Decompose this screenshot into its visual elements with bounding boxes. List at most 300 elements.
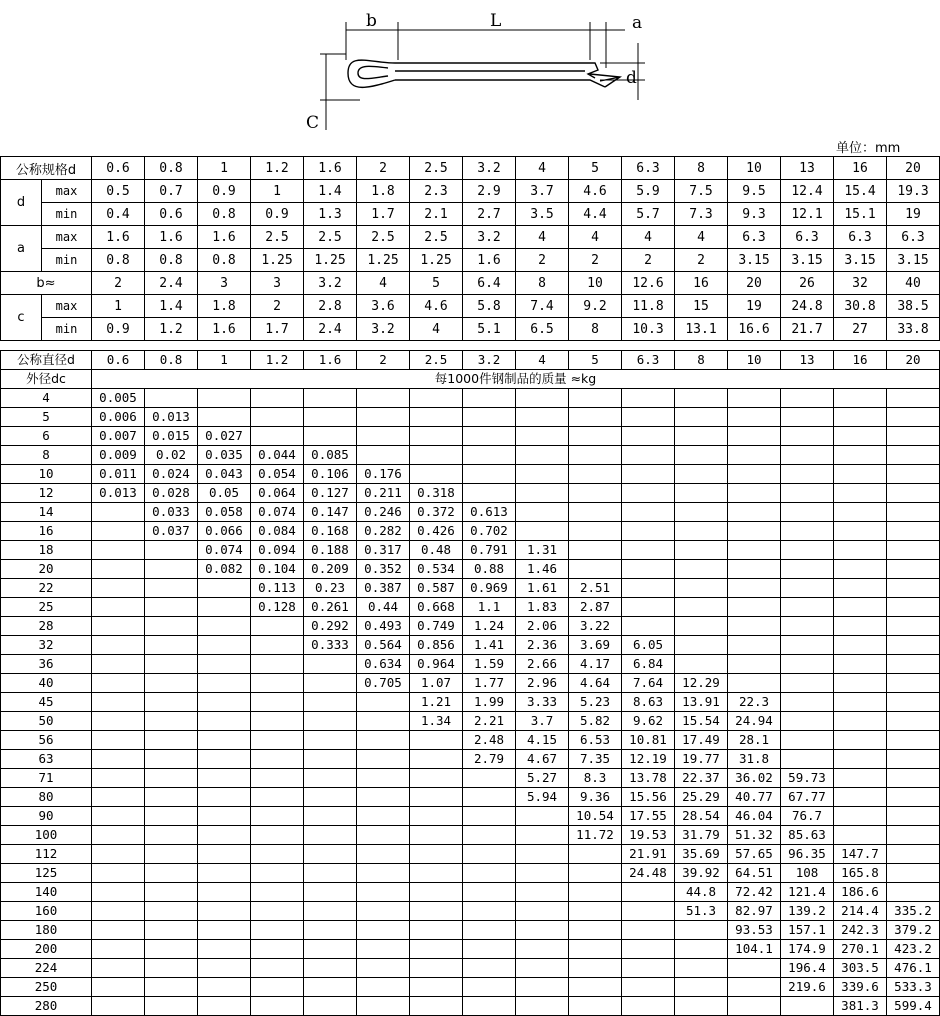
mass-cell-empty bbox=[675, 503, 728, 522]
mass-cell-empty bbox=[887, 617, 940, 636]
mass-cell-empty bbox=[251, 655, 304, 674]
dims-label-b: b≈ bbox=[1, 272, 92, 295]
mass-cell-empty bbox=[781, 693, 834, 712]
mass-cell-empty bbox=[728, 617, 781, 636]
mass-row bbox=[1, 674, 940, 693]
mass-cell-empty bbox=[675, 465, 728, 484]
mass-cell-empty bbox=[145, 560, 198, 579]
mass-cell: 0.033 bbox=[145, 503, 198, 522]
mass-cell-empty bbox=[357, 978, 410, 997]
mass-cell: 0.246 bbox=[357, 503, 410, 522]
mass-cell-empty bbox=[92, 503, 145, 522]
mass-size-2: 1 bbox=[198, 351, 251, 370]
dims-label-a: a bbox=[1, 226, 42, 272]
mass-row bbox=[1, 845, 940, 864]
mass-cell-empty bbox=[357, 788, 410, 807]
mass-cell: 0.44 bbox=[357, 598, 410, 617]
dims-d_min-14: 15.1 bbox=[834, 203, 887, 226]
dims-d_max-0: 0.5 bbox=[92, 180, 145, 203]
dims-a_min-8: 2 bbox=[516, 249, 569, 272]
mass-cell-empty bbox=[251, 845, 304, 864]
dims-a_max-8: 4 bbox=[516, 226, 569, 249]
dims-b-10: 12.6 bbox=[622, 272, 675, 295]
mass-cell-empty bbox=[92, 750, 145, 769]
mass-row bbox=[1, 902, 940, 921]
mass-cell-empty bbox=[251, 902, 304, 921]
mass-cell-empty bbox=[781, 598, 834, 617]
mass-cell: 0.127 bbox=[304, 484, 357, 503]
mass-cell-empty bbox=[781, 465, 834, 484]
dims-d_min-9: 4.4 bbox=[569, 203, 622, 226]
mass-cell-empty bbox=[887, 731, 940, 750]
mass-cell-empty bbox=[304, 883, 357, 902]
dims-b-2: 3 bbox=[198, 272, 251, 295]
mass-cell-empty bbox=[357, 750, 410, 769]
mass-cell: 1.59 bbox=[463, 655, 516, 674]
dims-a_max-6: 2.5 bbox=[410, 226, 463, 249]
mass-cell: 46.04 bbox=[728, 807, 781, 826]
mass-cell-empty bbox=[781, 712, 834, 731]
mass-cell-empty bbox=[887, 712, 940, 731]
dims-a_max-14: 6.3 bbox=[834, 226, 887, 249]
mass-cell-empty bbox=[675, 560, 728, 579]
mass-cell-empty bbox=[887, 427, 940, 446]
mass-cell: 1.83 bbox=[516, 598, 569, 617]
mass-cell-empty bbox=[463, 997, 516, 1016]
mass-cell-empty bbox=[887, 788, 940, 807]
dims-c_max-13: 24.8 bbox=[781, 295, 834, 318]
dims-row-c_max bbox=[1, 295, 940, 318]
mass-cell: 1.61 bbox=[516, 579, 569, 598]
mass-cell: 0.147 bbox=[304, 503, 357, 522]
mass-cell: 2.79 bbox=[463, 750, 516, 769]
mass-cell-empty bbox=[92, 997, 145, 1016]
mass-cell-empty bbox=[516, 921, 569, 940]
mass-cell-empty bbox=[145, 807, 198, 826]
mass-cell: 28.54 bbox=[675, 807, 728, 826]
mass-cell-empty bbox=[781, 446, 834, 465]
mass-cell: 3.33 bbox=[516, 693, 569, 712]
mass-cell: 0.02 bbox=[145, 446, 198, 465]
mass-cell-empty bbox=[463, 921, 516, 940]
mass-cell-empty bbox=[834, 560, 887, 579]
dims-size-10: 6.3 bbox=[622, 157, 675, 180]
mass-cell-empty bbox=[728, 389, 781, 408]
mass-cell-empty bbox=[145, 921, 198, 940]
mass-cell-empty bbox=[410, 446, 463, 465]
mass-cell: 0.043 bbox=[198, 465, 251, 484]
mass-cell-empty bbox=[569, 940, 622, 959]
mass-cell-empty bbox=[410, 408, 463, 427]
mass-cell-empty bbox=[622, 883, 675, 902]
mass-cell: 1.46 bbox=[516, 560, 569, 579]
mass-cell-empty bbox=[463, 427, 516, 446]
dims-a_max-3: 2.5 bbox=[251, 226, 304, 249]
mass-cell-empty bbox=[357, 826, 410, 845]
mass-cell-empty bbox=[463, 769, 516, 788]
mass-cell-empty bbox=[887, 807, 940, 826]
dims-sub-c_max: max bbox=[42, 295, 92, 318]
dims-c_max-6: 4.6 bbox=[410, 295, 463, 318]
mass-cell-empty bbox=[145, 389, 198, 408]
mass-cell: 4.17 bbox=[569, 655, 622, 674]
mass-cell: 108 bbox=[781, 864, 834, 883]
mass-row-length: 56 bbox=[1, 731, 92, 750]
mass-cell-empty bbox=[463, 788, 516, 807]
dims-d_min-12: 9.3 bbox=[728, 203, 781, 226]
dims-d_max-12: 9.5 bbox=[728, 180, 781, 203]
mass-cell: 0.009 bbox=[92, 446, 145, 465]
mass-cell-empty bbox=[622, 408, 675, 427]
mass-cell-empty bbox=[92, 902, 145, 921]
mass-cell: 104.1 bbox=[728, 940, 781, 959]
mass-cell-empty bbox=[728, 978, 781, 997]
dims-size-1: 0.8 bbox=[145, 157, 198, 180]
mass-cell: 31.8 bbox=[728, 750, 781, 769]
mass-cell: 7.35 bbox=[569, 750, 622, 769]
mass-cell: 0.128 bbox=[251, 598, 304, 617]
dims-a_min-2: 0.8 bbox=[198, 249, 251, 272]
dims-a_min-7: 1.6 bbox=[463, 249, 516, 272]
mass-cell-empty bbox=[410, 978, 463, 997]
dims-c_min-2: 1.6 bbox=[198, 318, 251, 341]
dims-d_min-6: 2.1 bbox=[410, 203, 463, 226]
mass-cell-empty bbox=[675, 921, 728, 940]
dims-c_max-9: 9.2 bbox=[569, 295, 622, 318]
mass-cell-empty bbox=[251, 769, 304, 788]
mass-cell-empty bbox=[357, 408, 410, 427]
mass-cell-empty bbox=[516, 446, 569, 465]
mass-cell-empty bbox=[198, 712, 251, 731]
mass-cell-empty bbox=[728, 465, 781, 484]
mass-row bbox=[1, 921, 940, 940]
mass-cell-empty bbox=[304, 902, 357, 921]
mass-cell-empty bbox=[92, 807, 145, 826]
dims-size-3: 1.2 bbox=[251, 157, 304, 180]
label-L: L bbox=[490, 11, 502, 31]
dims-sub-d_min: min bbox=[42, 203, 92, 226]
mass-size-10: 6.3 bbox=[622, 351, 675, 370]
dims-c_min-12: 16.6 bbox=[728, 318, 781, 341]
mass-cell-empty bbox=[728, 674, 781, 693]
dims-a_min-3: 1.25 bbox=[251, 249, 304, 272]
mass-cell-empty bbox=[357, 940, 410, 959]
mass-cell-empty bbox=[834, 579, 887, 598]
mass-cell-empty bbox=[198, 997, 251, 1016]
dims-header-label: 公称规格d bbox=[1, 157, 92, 180]
mass-cell-empty bbox=[516, 978, 569, 997]
mass-row-length: 14 bbox=[1, 503, 92, 522]
dims-a_max-9: 4 bbox=[569, 226, 622, 249]
mass-cell: 4.64 bbox=[569, 674, 622, 693]
mass-cell-empty bbox=[834, 636, 887, 655]
mass-row-length: 50 bbox=[1, 712, 92, 731]
mass-cell: 0.856 bbox=[410, 636, 463, 655]
dims-size-9: 5 bbox=[569, 157, 622, 180]
mass-cell-empty bbox=[728, 427, 781, 446]
mass-cell-empty bbox=[781, 503, 834, 522]
label-b: b bbox=[366, 11, 377, 31]
mass-cell-empty bbox=[304, 655, 357, 674]
mass-cell-empty bbox=[304, 389, 357, 408]
mass-cell: 0.005 bbox=[92, 389, 145, 408]
mass-cell: 2.21 bbox=[463, 712, 516, 731]
dims-size-8: 4 bbox=[516, 157, 569, 180]
dims-a_min-15: 3.15 bbox=[887, 249, 940, 272]
mass-cell-empty bbox=[728, 446, 781, 465]
mass-cell: 0.027 bbox=[198, 427, 251, 446]
mass-cell-empty bbox=[145, 826, 198, 845]
mass-cell-empty bbox=[463, 902, 516, 921]
dims-row-d_max bbox=[1, 180, 940, 203]
mass-cell: 36.02 bbox=[728, 769, 781, 788]
mass-cell-empty bbox=[410, 769, 463, 788]
mass-cell-empty bbox=[781, 750, 834, 769]
mass-size-6: 2.5 bbox=[410, 351, 463, 370]
mass-size-15: 20 bbox=[887, 351, 940, 370]
mass-cell-empty bbox=[463, 484, 516, 503]
mass-cell: 12.29 bbox=[675, 674, 728, 693]
mass-cell-empty bbox=[675, 617, 728, 636]
mass-cell: 0.493 bbox=[357, 617, 410, 636]
mass-cell-empty bbox=[622, 427, 675, 446]
mass-cell: 335.2 bbox=[887, 902, 940, 921]
mass-cell-empty bbox=[92, 788, 145, 807]
mass-cell: 0.613 bbox=[463, 503, 516, 522]
mass-row-length: 125 bbox=[1, 864, 92, 883]
mass-cell: 0.23 bbox=[304, 579, 357, 598]
dims-b-14: 32 bbox=[834, 272, 887, 295]
mass-cell-empty bbox=[410, 788, 463, 807]
mass-cell-empty bbox=[198, 788, 251, 807]
mass-cell-empty bbox=[834, 712, 887, 731]
mass-cell: 303.5 bbox=[834, 959, 887, 978]
mass-cell-empty bbox=[516, 484, 569, 503]
mass-cell-empty bbox=[251, 389, 304, 408]
dims-d_min-10: 5.7 bbox=[622, 203, 675, 226]
mass-cell-empty bbox=[357, 845, 410, 864]
mass-cell-empty bbox=[781, 997, 834, 1016]
mass-cell-empty bbox=[675, 978, 728, 997]
label-a: a bbox=[632, 13, 643, 33]
dims-c_max-10: 11.8 bbox=[622, 295, 675, 318]
dims-b-12: 20 bbox=[728, 272, 781, 295]
mass-cell: 186.6 bbox=[834, 883, 887, 902]
mass-cell-empty bbox=[569, 427, 622, 446]
mass-row-length: 28 bbox=[1, 617, 92, 636]
mass-cell-empty bbox=[728, 598, 781, 617]
mass-cell-empty bbox=[834, 731, 887, 750]
mass-size-14: 16 bbox=[834, 351, 887, 370]
mass-cell-empty bbox=[145, 883, 198, 902]
mass-cell-empty bbox=[357, 731, 410, 750]
mass-row-length: 10 bbox=[1, 465, 92, 484]
mass-cell-empty bbox=[516, 408, 569, 427]
mass-cell-empty bbox=[622, 921, 675, 940]
mass-cell-empty bbox=[145, 598, 198, 617]
mass-cell-empty bbox=[516, 883, 569, 902]
mass-cell: 59.73 bbox=[781, 769, 834, 788]
mass-cell-empty bbox=[198, 636, 251, 655]
mass-cell-empty bbox=[622, 617, 675, 636]
mass-size-12: 10 bbox=[728, 351, 781, 370]
dims-d_max-14: 15.4 bbox=[834, 180, 887, 203]
mass-cell: 0.013 bbox=[145, 408, 198, 427]
mass-cell: 219.6 bbox=[781, 978, 834, 997]
dims-c_max-14: 30.8 bbox=[834, 295, 887, 318]
mass-cell-empty bbox=[622, 446, 675, 465]
mass-cell: 5.23 bbox=[569, 693, 622, 712]
mass-cell-empty bbox=[834, 427, 887, 446]
mass-cell-empty bbox=[887, 541, 940, 560]
mass-cell-empty bbox=[834, 598, 887, 617]
mass-cell: 7.64 bbox=[622, 674, 675, 693]
mass-cell-empty bbox=[834, 826, 887, 845]
dims-c_min-15: 33.8 bbox=[887, 318, 940, 341]
mass-cell: 22.3 bbox=[728, 693, 781, 712]
mass-cell-empty bbox=[569, 541, 622, 560]
mass-cell-empty bbox=[145, 750, 198, 769]
mass-cell-empty bbox=[198, 750, 251, 769]
dims-c_max-15: 38.5 bbox=[887, 295, 940, 318]
mass-cell-empty bbox=[251, 617, 304, 636]
mass-row-length: 16 bbox=[1, 522, 92, 541]
mass-cell-empty bbox=[887, 503, 940, 522]
mass-cell: 76.7 bbox=[781, 807, 834, 826]
mass-cell: 3.69 bbox=[569, 636, 622, 655]
dims-b-6: 5 bbox=[410, 272, 463, 295]
mass-cell-empty bbox=[463, 883, 516, 902]
dims-c_min-5: 3.2 bbox=[357, 318, 410, 341]
mass-cell-empty bbox=[675, 408, 728, 427]
mass-row-length: 100 bbox=[1, 826, 92, 845]
mass-cell: 0.074 bbox=[198, 541, 251, 560]
mass-cell: 0.006 bbox=[92, 408, 145, 427]
mass-cell-empty bbox=[781, 427, 834, 446]
mass-cell-empty bbox=[92, 598, 145, 617]
mass-cell: 0.317 bbox=[357, 541, 410, 560]
mass-cell: 0.176 bbox=[357, 465, 410, 484]
mass-cell: 51.32 bbox=[728, 826, 781, 845]
mass-cell-empty bbox=[887, 693, 940, 712]
dims-b-13: 26 bbox=[781, 272, 834, 295]
mass-cell-empty bbox=[92, 845, 145, 864]
dims-c_max-2: 1.8 bbox=[198, 295, 251, 318]
mass-cell-empty bbox=[92, 769, 145, 788]
dims-a_max-12: 6.3 bbox=[728, 226, 781, 249]
mass-cell: 67.77 bbox=[781, 788, 834, 807]
dims-size-6: 2.5 bbox=[410, 157, 463, 180]
mass-row bbox=[1, 484, 940, 503]
mass-cell: 25.29 bbox=[675, 788, 728, 807]
dims-d_max-1: 0.7 bbox=[145, 180, 198, 203]
mass-cell: 0.211 bbox=[357, 484, 410, 503]
mass-cell: 121.4 bbox=[781, 883, 834, 902]
mass-cell-empty bbox=[145, 541, 198, 560]
dims-c_min-9: 8 bbox=[569, 318, 622, 341]
dims-d_min-5: 1.7 bbox=[357, 203, 410, 226]
mass-header-label: 公称直径d bbox=[1, 351, 92, 370]
mass-cell: 0.292 bbox=[304, 617, 357, 636]
mass-cell: 40.77 bbox=[728, 788, 781, 807]
mass-size-3: 1.2 bbox=[251, 351, 304, 370]
mass-cell-empty bbox=[410, 465, 463, 484]
dims-d_min-4: 1.3 bbox=[304, 203, 357, 226]
mass-cell: 2.66 bbox=[516, 655, 569, 674]
mass-row bbox=[1, 465, 940, 484]
label-C: C bbox=[306, 113, 320, 133]
mass-cell-empty bbox=[675, 579, 728, 598]
mass-cell-empty bbox=[198, 940, 251, 959]
mass-cell-empty bbox=[887, 655, 940, 674]
mass-size-0: 0.6 bbox=[92, 351, 145, 370]
mass-cell-empty bbox=[304, 427, 357, 446]
mass-cell-empty bbox=[675, 389, 728, 408]
mass-cell-empty bbox=[357, 959, 410, 978]
mass-cell: 0.387 bbox=[357, 579, 410, 598]
mass-cell-empty bbox=[516, 503, 569, 522]
mass-row-length: 32 bbox=[1, 636, 92, 655]
mass-cell-empty bbox=[92, 636, 145, 655]
mass-cell: 0.066 bbox=[198, 522, 251, 541]
mass-cell: 72.42 bbox=[728, 883, 781, 902]
mass-cell-empty bbox=[251, 788, 304, 807]
mass-cell-empty bbox=[145, 712, 198, 731]
dims-d_min-13: 12.1 bbox=[781, 203, 834, 226]
mass-cell: 17.55 bbox=[622, 807, 675, 826]
dims-sub-a_max: max bbox=[42, 226, 92, 249]
mass-row-length: 6 bbox=[1, 427, 92, 446]
mass-row bbox=[1, 826, 940, 845]
mass-cell-empty bbox=[304, 940, 357, 959]
mass-cell-empty bbox=[145, 845, 198, 864]
mass-cell: 0.964 bbox=[410, 655, 463, 674]
mass-cell-empty bbox=[622, 465, 675, 484]
dims-b-3: 3 bbox=[251, 272, 304, 295]
mass-header-row bbox=[1, 351, 940, 370]
mass-row bbox=[1, 655, 940, 674]
mass-cell-empty bbox=[304, 997, 357, 1016]
dims-a_max-13: 6.3 bbox=[781, 226, 834, 249]
mass-cell-empty bbox=[569, 921, 622, 940]
mass-cell-empty bbox=[781, 731, 834, 750]
dims-d_max-13: 12.4 bbox=[781, 180, 834, 203]
mass-cell-empty bbox=[887, 484, 940, 503]
mass-row bbox=[1, 389, 940, 408]
mass-cell-empty bbox=[834, 522, 887, 541]
mass-cell: 3.7 bbox=[516, 712, 569, 731]
mass-cell: 165.8 bbox=[834, 864, 887, 883]
mass-cell-empty bbox=[92, 674, 145, 693]
mass-cell-empty bbox=[145, 902, 198, 921]
mass-cell-empty bbox=[728, 484, 781, 503]
mass-row bbox=[1, 598, 940, 617]
mass-cell-empty bbox=[887, 750, 940, 769]
mass-cell-empty bbox=[781, 636, 834, 655]
mass-row bbox=[1, 617, 940, 636]
mass-cell: 6.05 bbox=[622, 636, 675, 655]
dimension-table bbox=[0, 156, 940, 341]
mass-cell-empty bbox=[728, 959, 781, 978]
mass-cell-empty bbox=[834, 541, 887, 560]
mass-cell: 21.91 bbox=[622, 845, 675, 864]
mass-cell-empty bbox=[410, 845, 463, 864]
mass-cell-empty bbox=[516, 959, 569, 978]
mass-cell-empty bbox=[357, 389, 410, 408]
mass-cell-empty bbox=[622, 997, 675, 1016]
mass-cell-empty bbox=[622, 560, 675, 579]
mass-row bbox=[1, 864, 940, 883]
